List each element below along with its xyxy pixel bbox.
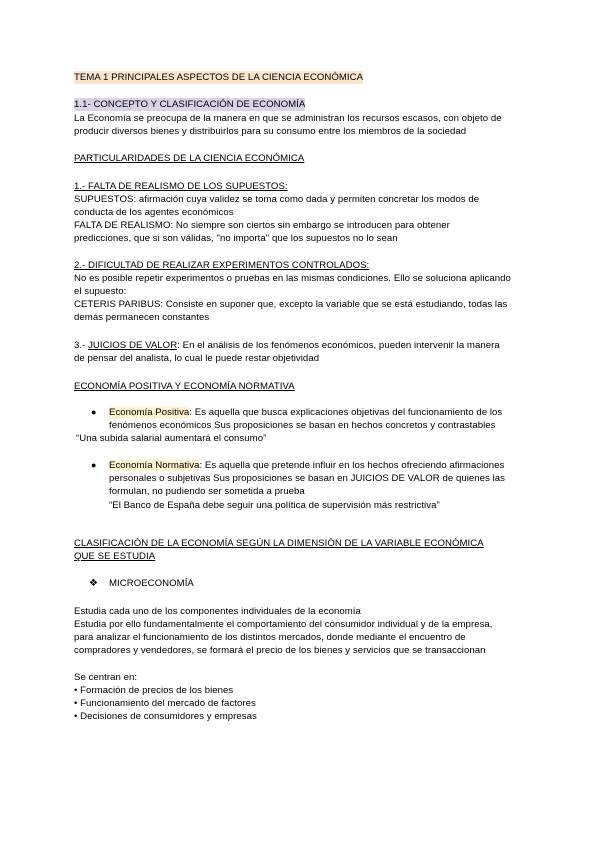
paragraph-line: Estudia por ello fundamentalmente el comportamiento del consumidor individual y de la empresa, xyxy=(74,619,493,630)
list-item: • Formación de precios de los bienes xyxy=(74,685,234,696)
paragraph-line: No es posible repetir experimentos o pruebas en las mismas condiciones. Ello se soluciona aplicando xyxy=(74,273,511,284)
paragraph-line: personales o subjetivas Sus proposiciones se basan en JUICIOS DE VALOR de quienes las xyxy=(109,473,506,484)
paragraph-line: conducta de los agentes económicos xyxy=(74,207,234,218)
paragraph-text: : Es aquella que busca explicaciones objetivas del funcionamiento de los xyxy=(189,407,503,418)
paragraph-line: de pensar del analista, lo cual le puede restar objetividad xyxy=(74,353,320,364)
paragraph-line: La Economía se preocupa de la manera en que se administran los recursos escasos, con objeto de xyxy=(74,113,502,124)
paragraph-line: CETERIS PARIBUS: Consiste en suponer que, excepto la variable que se está estudiando, todas las xyxy=(74,299,508,310)
section-heading-particularidades: PARTICULARIDADES DE LA CIENCIA ECONÓMICA xyxy=(74,153,305,164)
section-heading-positiva-normativa: ECONOMÍA POSITIVA Y ECONOMÍA NORMATIVA xyxy=(74,381,295,392)
paragraph-line: compradores y vendedores, se formará el precio de los bienes y servicios que se transaccionan xyxy=(74,645,486,656)
term-economia-positiva: Economía Positiva xyxy=(109,407,190,418)
list-intro: Se centran en: xyxy=(74,672,138,683)
paragraph-line: producir diversos bienes y distribuirlos para su consumo entre los miembros de la sociedad xyxy=(74,126,467,137)
paragraph-text: : Es aquella que pretende influir en los hechos ofreciendo afirmaciones xyxy=(199,460,505,471)
paragraph-line: Estudia cada uno de los componentes individuales de la economía xyxy=(74,606,361,617)
subheading-microeconomia: MICROECONOMÍA xyxy=(109,578,194,589)
paragraph-line: para analizar el funcionamiento de los distintos mercados, donde mediante el encuentro de xyxy=(74,632,466,643)
list-item: • Funcionamiento del mercado de factores xyxy=(74,698,256,709)
bullet-icon: ● xyxy=(91,460,97,470)
paragraph-line: el supuesto: xyxy=(74,286,127,297)
section-heading-clasificacion: CLASIFICACIÓN DE LA ECONOMÍA SEGÚN LA DIMENSIÓN DE LA VARIABLE ECONÓMICA xyxy=(74,538,484,549)
bullet-icon: ● xyxy=(91,407,97,417)
diamond-bullet-icon: ❖ xyxy=(89,578,98,589)
paragraph-line: formulan, no pudiendo ser sometida a prueba xyxy=(109,486,305,497)
example-quote: “El Banco de España debe seguir una política de supervisión más restrictiva” xyxy=(109,500,440,511)
section-heading-clasificacion-cont: QUE SE ESTUDIA xyxy=(74,551,156,562)
example-quote: “Una subida salarial aumentará el consumo” xyxy=(76,433,267,444)
paragraph-line: fenómenos económicos Sus proposiciones se basan en hechos concretos y contrastables xyxy=(109,420,496,431)
subheading-falta-realismo: 1.- FALTA DE REALISMO DE LOS SUPUESTOS: xyxy=(74,181,288,192)
paragraph-line: SUPUESTOS: afirmación cuya validez se toma como dada y permiten concretar los modos de xyxy=(74,194,480,205)
list-item-positiva xyxy=(109,406,502,419)
section-heading-concepto: 1.1- CONCEPTO Y CLASIFICACIÓN DE ECONOMÍA xyxy=(74,99,306,110)
list-item-normativa xyxy=(109,459,504,472)
term-economia-normativa: Economía Normativa xyxy=(109,460,200,471)
paragraph-line: FALTA DE REALISMO: No siempre son ciertos sin embargo se introducen para obtener xyxy=(74,220,450,231)
paragraph-juicios-valor xyxy=(74,339,500,352)
paragraph-line: predicciones, que si son válidas, "no importa" que los supuestos no lo sean xyxy=(74,233,398,244)
paragraph-text: : En el análisis de los fenómenos económicos, pueden intervenir la manera xyxy=(177,340,500,351)
subheading-dificultad-experimentos: 2.- DIFICULTAD DE REALIZAR EXPERIMENTOS CONTROLADOS: xyxy=(74,260,370,271)
paragraph-line: demás permanecen constantes xyxy=(74,312,210,323)
document-title: TEMA 1 PRINCIPALES ASPECTOS DE LA CIENCIA ECONÓMICA xyxy=(74,72,364,83)
subheading-juicios-valor: JUICIOS DE VALOR xyxy=(88,340,178,351)
item-number: 3.- xyxy=(74,340,89,351)
list-item: • Decisiones de consumidores y empresas xyxy=(74,711,257,722)
